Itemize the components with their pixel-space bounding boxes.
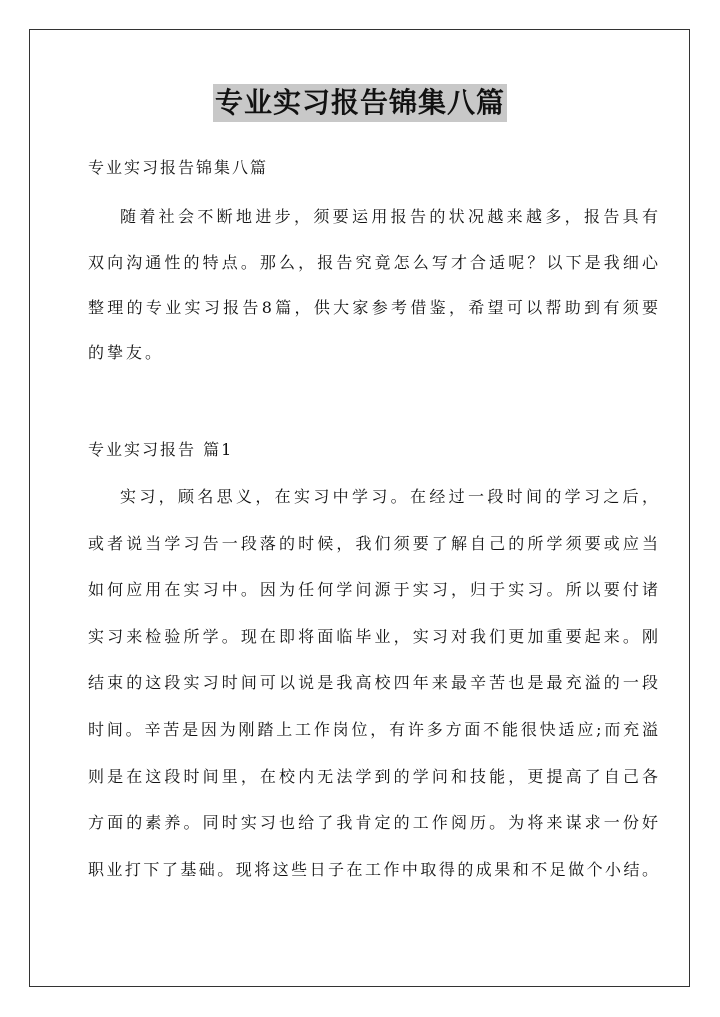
section-line: 或者说当学习告一段落的时候，我们须要了解自己的所学须要或应当 xyxy=(88,534,658,553)
document-title: 专业实习报告锦集八篇 xyxy=(213,84,507,122)
section-line: 则是在这段时间里，在校内无法学到的学问和技能，更提高了自己各 xyxy=(88,767,658,786)
section-line: 职业打下了基础。现将这些日子在工作中取得的成果和不足做个小结。 xyxy=(88,860,658,879)
section-line: 实习，顾名思义，在实习中学习。在经过一段时间的学习之后， xyxy=(120,487,658,506)
intro-line: 的挚友。 xyxy=(88,343,165,362)
section-line: 方面的素养。同时实习也给了我肯定的工作阅历。为将来谋求一份好 xyxy=(88,813,658,832)
section-line: 如何应用在实习中。因为任何学问源于实习，归于实习。所以要付诸 xyxy=(88,580,658,599)
document-subtitle: 专业实习报告锦集八篇 xyxy=(88,158,269,177)
section-line: 结束的这段实习时间可以说是我高校四年来最辛苦也是最充溢的一段 xyxy=(88,673,658,692)
intro-line: 随着社会不断地进步，须要运用报告的状况越来越多，报告具有 xyxy=(120,207,658,226)
section-heading: 专业实习报告 篇1 xyxy=(88,440,234,459)
section-line: 实习来检验所学。现在即将面临毕业，实习对我们更加重要起来。刚 xyxy=(88,627,658,646)
intro-line: 双向沟通性的特点。那么，报告究竟怎么写才合适呢？以下是我细心 xyxy=(88,253,658,272)
section-line: 时间。辛苦是因为刚踏上工作岗位，有许多方面不能很快适应;而充溢 xyxy=(88,720,658,739)
intro-line: 整理的专业实习报告8篇，供大家参考借鉴，希望可以帮助到有须要 xyxy=(88,298,658,317)
